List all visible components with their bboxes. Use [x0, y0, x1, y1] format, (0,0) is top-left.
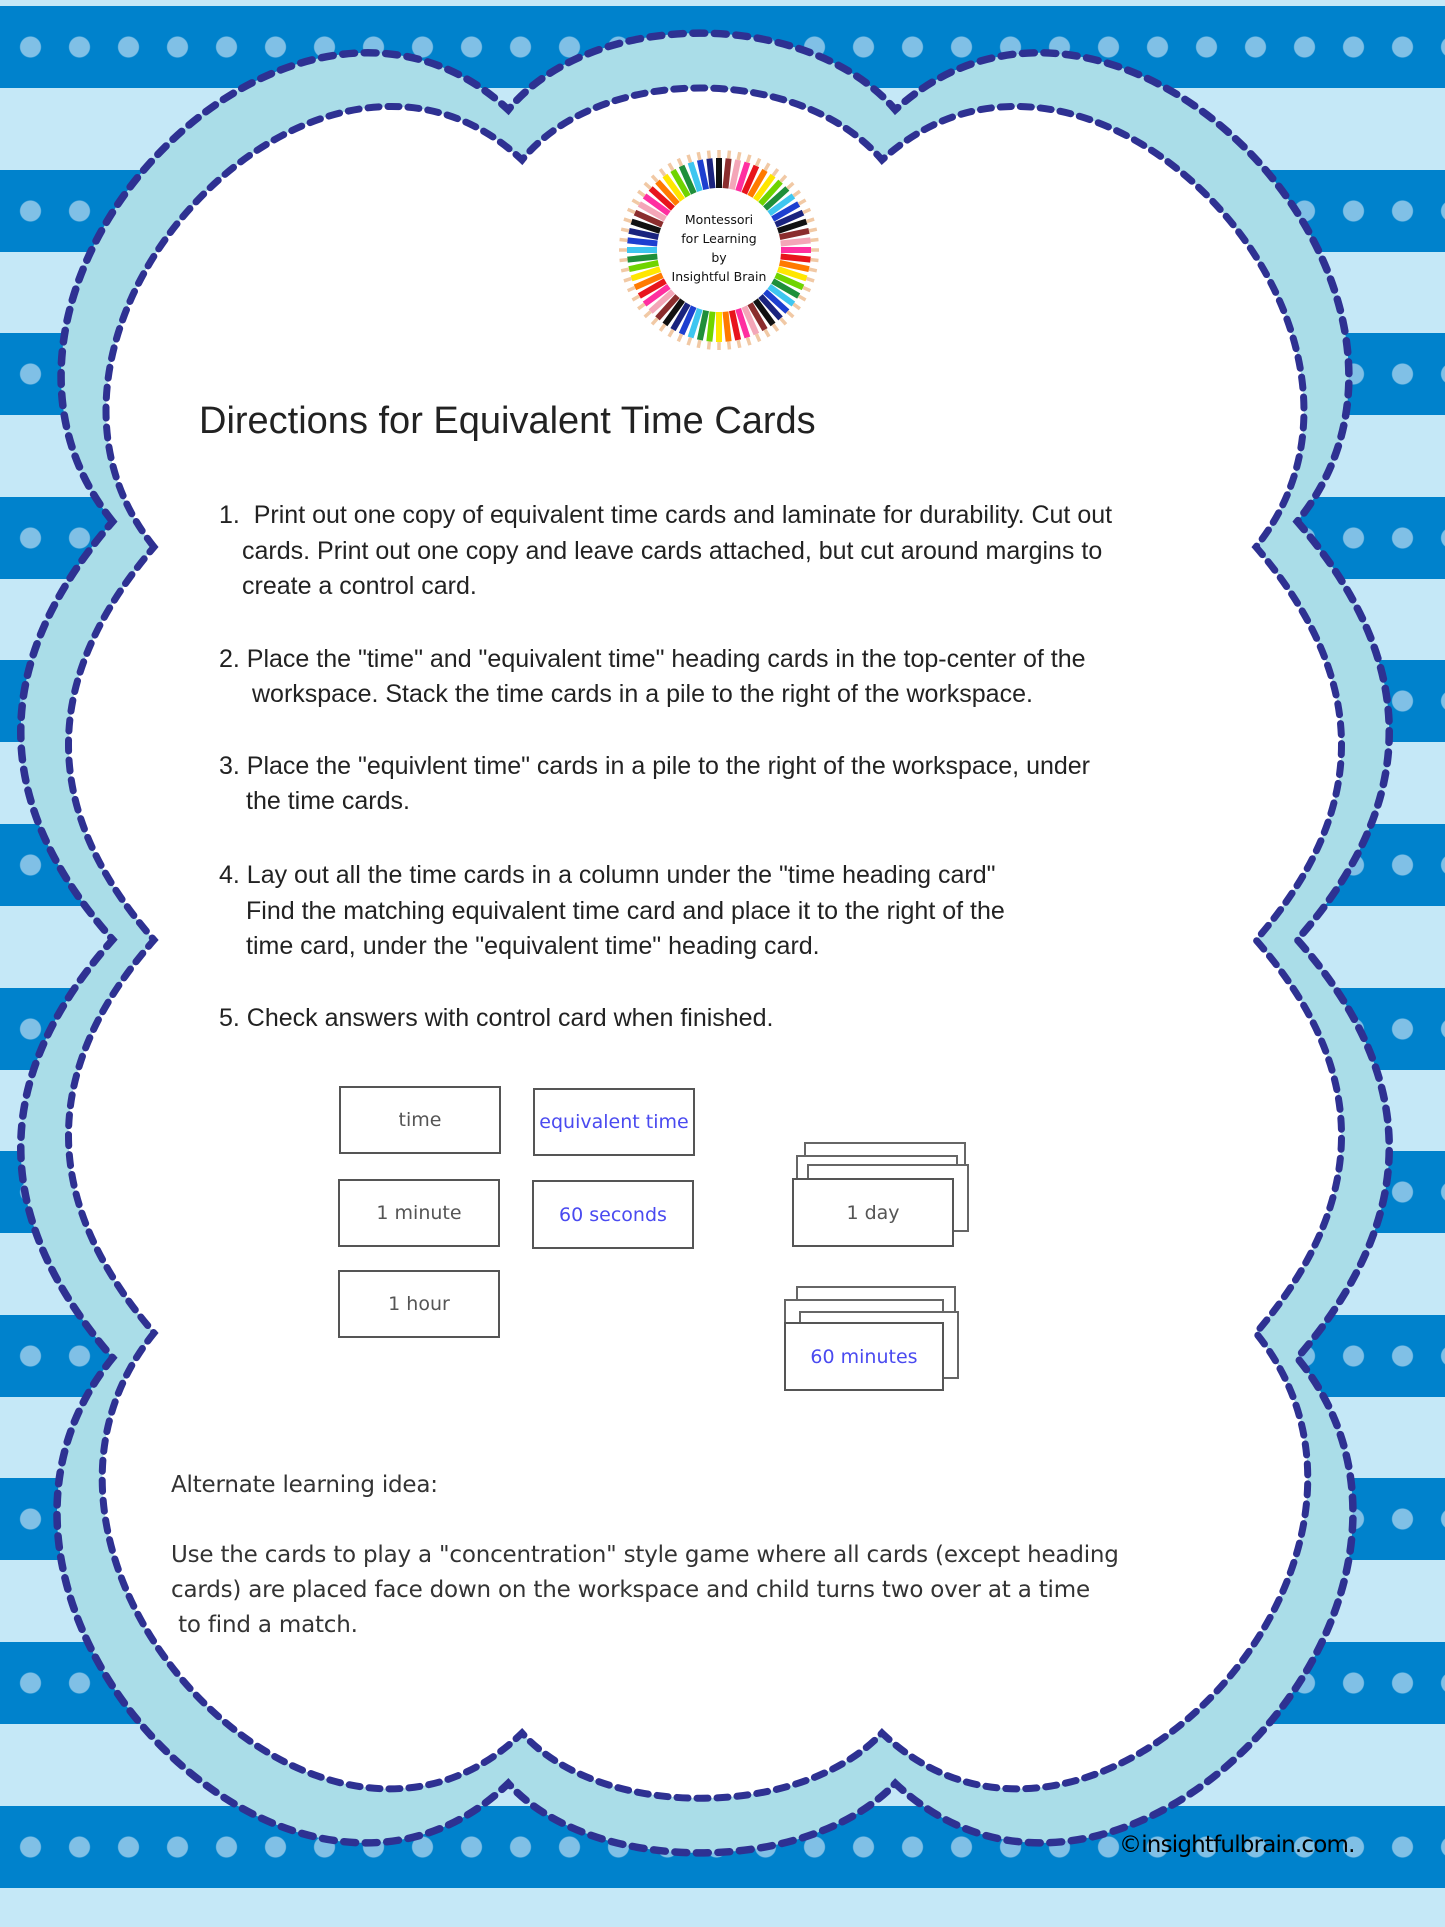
pencil-tip-mark	[738, 152, 740, 160]
direction-2-line: workspace. Stack the time cards in a pile to the right of the workspace.	[252, 680, 1033, 708]
sixty-seconds-card: 60 seconds	[532, 1180, 694, 1249]
pencil-tip-mark	[660, 169, 665, 175]
pencil-mark	[725, 159, 728, 189]
direction-3-line: 3. Place the "equivlent time" cards in a pile to the right of the workspace, under	[219, 752, 1091, 780]
sixty-minutes-pile-card: 60 minutes	[784, 1322, 944, 1391]
pencil-tip-mark	[765, 330, 769, 337]
direction-4-line: time card, under the "equivalent time" heading card.	[246, 932, 820, 960]
time-heading-card: time	[339, 1086, 501, 1154]
pencil-mark	[725, 312, 728, 342]
direction-1-line: 1. Print out one copy of equivalent time cards and laminate for durability. Cut out	[219, 501, 1113, 529]
pencil-tip-mark	[669, 330, 673, 337]
alternate-text-line: cards) are placed face down on the workspace and child turns two over at a time	[171, 1577, 1090, 1603]
alternate-heading: Alternate learning idea:	[171, 1472, 438, 1498]
pencil-tip-mark	[660, 324, 665, 330]
pencil-tip-mark	[781, 318, 786, 324]
pencil-tip-mark	[787, 312, 793, 317]
logo-text-line: for Learning	[681, 231, 757, 246]
pencil-tip-mark	[738, 340, 740, 348]
direction-3-line: the time cards.	[246, 787, 410, 815]
direction-4-line: 4. Lay out all the time cards in a column under the "time heading card"	[219, 861, 996, 889]
direction-5-line: 5. Check answers with control card when finished.	[219, 1004, 774, 1032]
pencil-tip-mark	[803, 287, 810, 290]
pencil-tip-mark	[799, 200, 806, 204]
logo-text-line: by	[711, 250, 727, 265]
logo-text-line: Insightful Brain	[671, 269, 767, 284]
pencil-tip-mark	[765, 163, 769, 170]
direction-1-line: cards. Print out one copy and leave cards attached, but cut around margins to	[242, 537, 1103, 565]
pencil-tip-mark	[787, 183, 793, 188]
pencil-tip-mark	[781, 176, 786, 182]
pencil-tip-mark	[729, 151, 730, 159]
pencil-tip-mark	[652, 318, 657, 324]
pencil-tip-mark	[698, 340, 700, 348]
pencil-mark	[709, 159, 712, 189]
pencil-tip-mark	[747, 155, 749, 163]
pencil-mark	[709, 312, 712, 342]
one-minute-card: 1 minute	[338, 1179, 500, 1247]
pencil-tip-mark	[747, 337, 749, 345]
pencil-tip-mark	[645, 312, 651, 317]
pencil-tip-mark	[773, 324, 778, 330]
pencil-tip-mark	[698, 152, 700, 160]
pencil-tip-mark	[638, 304, 644, 309]
alternate-text-line: to find a match.	[171, 1612, 358, 1638]
direction-2-line: 2. Place the "time" and "equivalent time" heading cards in the top-center of the	[219, 645, 1086, 673]
pencil-tip-mark	[688, 155, 690, 163]
pencil-tip-mark	[638, 191, 644, 196]
pencil-tip-mark	[678, 159, 681, 166]
pencil-tip-mark	[688, 337, 690, 345]
pencil-tip-mark	[678, 334, 681, 341]
copyright-footer: ©insightfulbrain.com.	[1119, 1832, 1355, 1858]
pencil-tip-mark	[756, 334, 759, 341]
alternate-text-line: Use the cards to play a "concentration" style game where all cards (except heading	[171, 1542, 1119, 1568]
pencil-tip-mark	[793, 304, 799, 309]
equivalent-time-heading-card: equivalent time	[533, 1088, 695, 1156]
pencil-tip-mark	[652, 176, 657, 182]
pencil-tip-mark	[628, 287, 635, 290]
page-title: Directions for Equivalent Time Cards	[199, 400, 816, 442]
logo-text-line: Montessori	[684, 212, 754, 227]
pencil-tip-mark	[799, 296, 806, 300]
pencil-tip-mark	[632, 200, 639, 204]
pencil-tip-mark	[773, 169, 778, 175]
pencil-tip-mark	[709, 151, 710, 159]
direction-4-line: Find the matching equivalent time card and place it to the right of the	[246, 897, 1005, 925]
pencil-tip-mark	[793, 191, 799, 196]
pencil-tip-mark	[645, 183, 651, 188]
pencil-tip-mark	[756, 159, 759, 166]
one-day-pile-card: 1 day	[792, 1178, 954, 1247]
pencil-tip-mark	[632, 296, 639, 300]
logo	[609, 140, 829, 360]
direction-1-line: create a control card.	[242, 572, 477, 600]
one-hour-card: 1 hour	[338, 1270, 500, 1338]
pencil-tip-mark	[709, 341, 710, 349]
pencil-tip-mark	[669, 163, 673, 170]
pencil-tip-mark	[729, 341, 730, 349]
